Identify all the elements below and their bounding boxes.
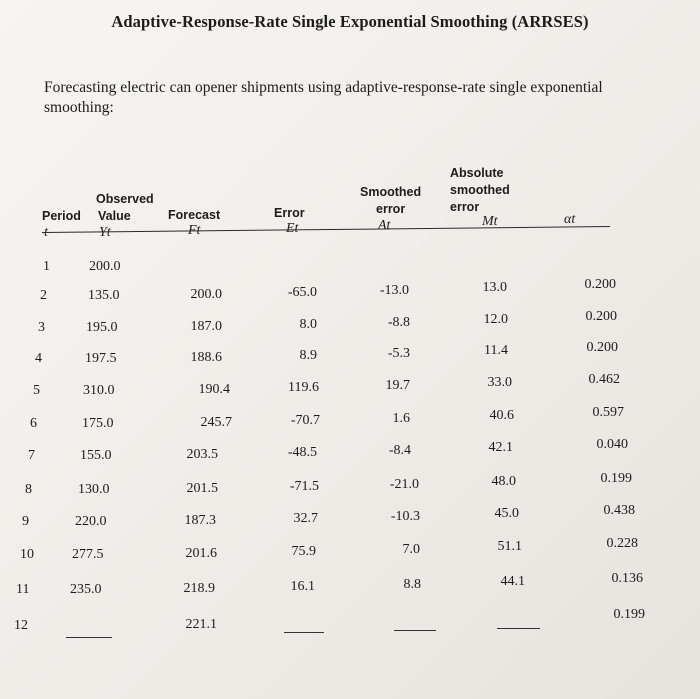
blank-entry-line — [284, 632, 324, 633]
cell-observed: 310.0 — [83, 383, 115, 398]
cell-error: -48.5 — [287, 445, 317, 460]
cell-period: 12 — [14, 618, 28, 633]
cell-period: 11 — [16, 582, 30, 597]
cell-error: -70.7 — [290, 413, 320, 428]
cell-smoothed-error: 8.8 — [403, 577, 421, 592]
cell-observed: 175.0 — [82, 416, 114, 431]
cell-forecast: 221.1 — [185, 617, 217, 632]
cell-smoothed-error: 7.0 — [402, 542, 420, 557]
header-observed-line1: Observed — [96, 192, 154, 206]
header-error: Error — [274, 206, 305, 220]
cell-abs-smoothed-error: 51.1 — [497, 539, 522, 554]
symbol-smoothed: At — [378, 218, 391, 233]
cell-smoothed-error: 1.6 — [392, 411, 410, 426]
symbol-error: Et — [286, 221, 299, 236]
cell-forecast: 200.0 — [190, 287, 222, 302]
cell-alpha: 0.462 — [588, 372, 620, 387]
cell-observed: 220.0 — [75, 514, 107, 529]
cell-forecast: 190.4 — [198, 382, 230, 397]
cell-error: 75.9 — [291, 544, 316, 559]
cell-abs-smoothed-error: 33.0 — [487, 375, 512, 390]
cell-error: -65.0 — [287, 285, 317, 300]
cell-forecast: 187.3 — [184, 513, 216, 528]
cell-smoothed-error: -10.3 — [390, 509, 420, 524]
cell-smoothed-error: -8.8 — [387, 315, 410, 330]
cell-forecast: 187.0 — [190, 319, 222, 334]
cell-alpha: 0.228 — [606, 536, 638, 551]
cell-period: 5 — [33, 383, 40, 398]
cell-abs-smoothed-error: 45.0 — [494, 506, 519, 521]
cell-alpha: 0.199 — [600, 471, 632, 486]
cell-observed: 195.0 — [86, 320, 118, 335]
symbol-alpha: αt — [564, 212, 576, 227]
cell-forecast: 201.5 — [186, 481, 218, 496]
cell-observed: 197.5 — [85, 351, 117, 366]
cell-abs-smoothed-error: 13.0 — [482, 280, 507, 295]
cell-observed: 200.0 — [89, 259, 121, 274]
cell-smoothed-error: -5.3 — [387, 346, 410, 361]
symbol-observed: Yt — [99, 225, 111, 240]
symbol-period: t — [44, 225, 48, 240]
cell-smoothed-error: 19.7 — [385, 378, 410, 393]
cell-observed: 155.0 — [80, 448, 112, 463]
cell-forecast: 201.6 — [185, 546, 217, 561]
cell-error: 16.1 — [290, 579, 315, 594]
cell-error: 119.6 — [288, 380, 319, 395]
header-absolute-line3: error — [450, 200, 480, 214]
cell-error: 8.0 — [299, 317, 317, 332]
cell-period: 4 — [35, 351, 42, 366]
cell-smoothed-error: -8.4 — [388, 443, 411, 458]
cell-abs-smoothed-error: 12.0 — [483, 312, 508, 327]
header-smoothed-line1: Smoothed — [360, 185, 422, 199]
cell-period: 3 — [38, 320, 45, 335]
cell-alpha: 0.136 — [611, 571, 643, 586]
blank-entry-line — [497, 628, 540, 629]
header-absolute-line2: smoothed — [450, 183, 510, 197]
cell-forecast: 188.6 — [190, 350, 222, 365]
cell-alpha: 0.597 — [592, 405, 624, 420]
cell-forecast: 203.5 — [186, 447, 218, 462]
cell-observed: 135.0 — [88, 288, 120, 303]
cell-period: 8 — [25, 482, 32, 497]
cell-abs-smoothed-error: 44.1 — [500, 574, 525, 589]
page-title: Adaptive-Response-Rate Single Exponential Smoothing (ARRSES) — [111, 12, 589, 31]
cell-alpha: 0.200 — [586, 340, 618, 355]
cell-period: 10 — [20, 547, 34, 562]
cell-abs-smoothed-error: 48.0 — [491, 474, 516, 489]
cell-forecast: 218.9 — [183, 581, 215, 596]
cell-period: 9 — [22, 514, 29, 529]
header-absolute-line1: Absolute — [450, 166, 504, 180]
cell-alpha: 0.438 — [603, 503, 635, 518]
header-forecast: Forecast — [168, 208, 221, 222]
cell-observed: 130.0 — [78, 482, 110, 497]
header-period: Period — [42, 209, 81, 223]
header-observed-line2: Value — [98, 209, 131, 223]
symbol-forecast: Ft — [188, 223, 201, 238]
symbol-absolute: Mt — [482, 214, 498, 229]
cell-alpha: 0.200 — [584, 277, 616, 292]
cell-period: 2 — [40, 288, 47, 303]
cell-period: 6 — [30, 416, 37, 431]
blank-entry-line — [66, 637, 112, 638]
cell-period: 1 — [43, 259, 50, 274]
cell-alpha: 0.199 — [613, 607, 645, 622]
cell-observed: 235.0 — [70, 582, 102, 597]
cell-abs-smoothed-error: 40.6 — [489, 408, 514, 423]
blank-entry-line — [394, 630, 436, 631]
cell-error: 8.9 — [299, 348, 317, 363]
cell-error: -71.5 — [289, 479, 319, 494]
cell-abs-smoothed-error: 11.4 — [484, 343, 508, 358]
cell-alpha: 0.040 — [596, 437, 628, 452]
cell-alpha: 0.200 — [585, 309, 617, 324]
header-rule — [42, 226, 610, 233]
cell-smoothed-error: -21.0 — [389, 477, 419, 492]
intro-text: Forecasting electric can opener shipments using adaptive-response-rate single exponential smoothing: — [44, 79, 603, 116]
cell-abs-smoothed-error: 42.1 — [488, 440, 513, 455]
cell-observed: 277.5 — [72, 547, 104, 562]
cell-smoothed-error: -13.0 — [379, 283, 409, 298]
header-smoothed-line2: error — [376, 202, 406, 216]
cell-forecast: 245.7 — [200, 415, 232, 430]
cell-period: 7 — [28, 448, 35, 463]
cell-error: 32.7 — [293, 511, 318, 526]
